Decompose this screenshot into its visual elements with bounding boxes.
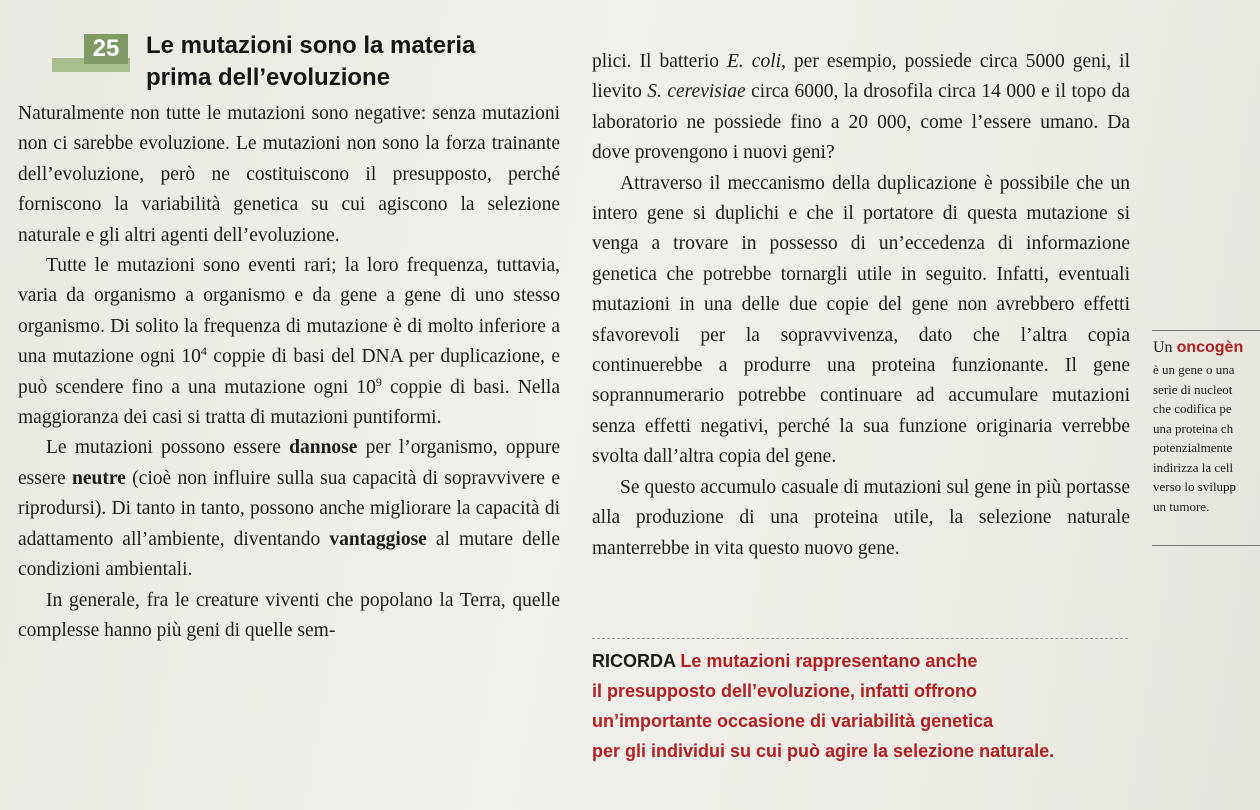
paragraph-3-text-d: al mutare delle condizioni ambientali. — [18, 528, 560, 581]
keyword-dannose: dannose — [289, 437, 358, 459]
keyword-vantaggiose: vantaggiose — [329, 528, 427, 550]
paragraph-2-text-a: Tutte le mutazioni sono eventi rari; la loro frequenza, tuttavia, varia da organismo a organismo e da gene a gene di uno stesso organismo. Di solito la frequenza di mutazione è di molto inferiore a una mutazione ogni — [18, 255, 560, 368]
paragraph-5-text-a: plici. Il batterio — [592, 51, 728, 72]
paragraph-5 — [592, 47, 1130, 169]
margin-note-term: oncogèn — [1176, 339, 1244, 356]
margin-note-line: che codifica pe — [1153, 401, 1232, 416]
margin-note-line: verso lo svilupp — [1153, 479, 1237, 494]
paragraph-3 — [18, 433, 560, 585]
keyword-neutre: neutre — [72, 467, 126, 489]
paragraph-2 — [18, 251, 560, 433]
ricorda-line-3: un’importante occasione di variabilità genetica — [592, 711, 994, 731]
paragraph-3-text-a: Le mutazioni possono essere — [46, 437, 290, 459]
paragraph-4: In generale, fra le creature viventi che popolano la Terra, quelle complesse hanno più geni di quelle sem- — [18, 589, 560, 641]
power-base-2: 10 — [356, 376, 376, 398]
paragraph-2-text-b: coppie di basi del DNA per duplicazione, e può scendere fino a una mutazione ogni — [18, 346, 561, 398]
title-line-1: Le mutazioni sono la materia — [146, 32, 476, 59]
species-s-cerevisiae: S. cerevisiae — [647, 81, 746, 103]
paragraph-2-text-c: coppie di basi. Nella maggioranza dei casi si tratta di mutazioni puntiformi. — [18, 376, 560, 429]
margin-note-line: è un gene o una — [1153, 362, 1235, 377]
margin-note-line: un tumore. — [1153, 498, 1210, 514]
ricorda-line-4: per gli individui su cui può agire la selezione naturale. — [592, 741, 1055, 761]
margin-note-line: serie di nucleot — [1153, 381, 1233, 397]
ricorda-box — [592, 646, 1152, 766]
margin-note-oncogene — [1153, 336, 1260, 516]
paragraph-3-text-c: (cioè non influire sulla sua capacità di sopravvivere e riprodursi). Di tanto in tanto, possono anche migliorare la capacità di adattamento all’ambiente, diventando — [18, 467, 560, 550]
paragraph-5-text-c: circa 6000, la drosofila circa 14 000 e il topo da laboratorio ne possiede fino a 20 000, come l’essere umano. Da dove provengono i nuovi geni? — [592, 81, 1130, 164]
margin-note-line: indirizza la cell — [1153, 459, 1234, 475]
title-line-2: prima dell’evoluzione — [146, 64, 391, 91]
margin-note-top-rule — [1152, 330, 1260, 331]
species-e-coli: E. coli — [727, 51, 782, 72]
section-number: 25 — [84, 34, 128, 64]
section-title — [146, 30, 475, 94]
margin-note-line: una proteina ch — [1153, 420, 1234, 436]
ricorda-line-1 — [592, 646, 1152, 676]
ricorda-line-2: il presupposto dell’evoluzione, infatti offrono — [592, 681, 977, 701]
paragraph-5-text-b: , per esempio, possiede circa 5000 geni, il lievito — [592, 51, 1130, 103]
paragraph-3-text-b: per l’organismo, oppure essere — [18, 437, 560, 489]
margin-note-heading — [1153, 336, 1260, 360]
paragraph-7: Se questo accumulo casuale di mutazioni sul gene in più portasse alla produzione di una proteina utile, la selezione naturale manterrebbe in vita questo nuovo gene. — [592, 476, 1130, 559]
paragraph-1: Naturalmente non tutte le mutazioni sono negative: senza mutazioni non ci sarebbe evoluzione. Le mutazioni non sono la forza trainante dell’evoluzione, però ne costituiscono il presupposto, perché forniscono la variabilità genetica su cui agiscono la selezione naturale e gli altri agenti dell’evoluzione. — [18, 103, 560, 246]
margin-note-bottom-rule — [1152, 545, 1260, 546]
power-base-1: 10 — [181, 346, 201, 368]
ricorda-text-1: Le mutazioni rappresentano anche — [680, 651, 978, 671]
power-exponent-1: 4 — [200, 344, 207, 359]
ricorda-divider — [592, 638, 1128, 639]
left-column — [18, 99, 560, 646]
margin-note-lead: Un — [1153, 339, 1177, 356]
paragraph-6: Attraverso il meccanismo della duplicazione è possibile che un intero gene si duplichi e che il portatore di questa mutazione si venga a trovare in possesso di un’eccedenza di informazione genetica che potrebbe tornargli utile in seguito. Infatti, eventuali mutazioni in una delle due copie del gene non avrebbero effetti sfavorevoli per la sopravvivenza, dato che l’altra copia continuerebbe a produrre una proteina funzionante. Il gene soprannumerario potrebbe continuare ad accumulare mutazioni senza effetti negativi, perché la sua funzione originaria verrebbe svolta dall’altra copia del gene. — [592, 172, 1130, 468]
power-exponent-2: 9 — [375, 374, 382, 389]
margin-note-line: potenzialmente — [1153, 440, 1233, 455]
middle-column — [592, 47, 1130, 564]
ricorda-label: RICORDA — [592, 651, 676, 671]
